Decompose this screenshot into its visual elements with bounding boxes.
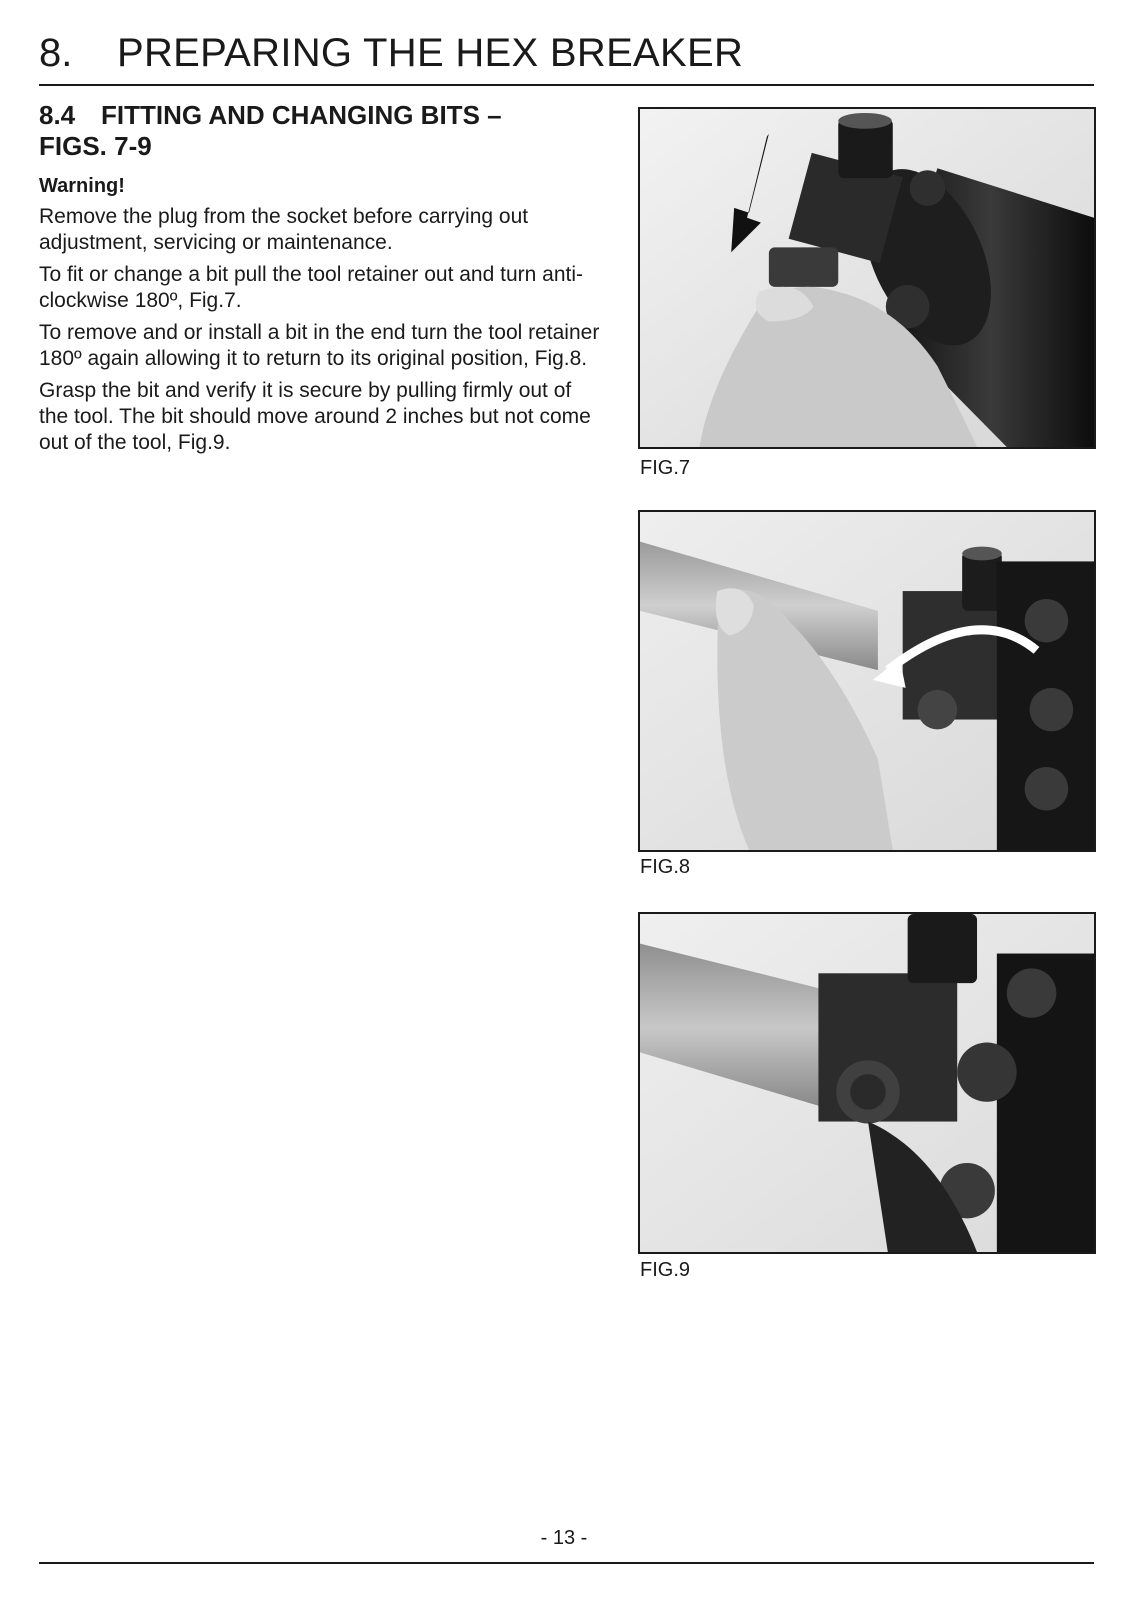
warning-label: Warning! [39, 175, 125, 197]
instructions-column [39, 100, 604, 456]
figure-8-photo [638, 510, 1096, 852]
figure-9-caption: FIG.9 [640, 1259, 691, 1281]
paragraph-safety: Remove the plug from the socket before carrying out adjustment, servicing or maintenance. [39, 205, 529, 254]
figure-7-caption: FIG.7 [640, 457, 691, 479]
figure-9-photo [638, 912, 1096, 1254]
chapter-title: PREPARING THE HEX BREAKER [117, 31, 744, 75]
section-number: 8.4 [39, 100, 76, 130]
chapter-number: 8. [39, 31, 73, 75]
section-title [39, 100, 604, 162]
paragraph-pull-retainer: To fit or change a bit pull the tool retainer out and turn anti-clockwise 180º, Fig.7. [39, 263, 584, 312]
figure-7-photo [638, 107, 1096, 449]
figure-8-caption: FIG.8 [640, 856, 691, 878]
page-number: - 13 - [540, 1527, 588, 1549]
paragraph-install-bit: To remove and or install a bit in the end turn the tool retainer 180º again allowing it to return to its original position, Fig.8. [39, 321, 600, 370]
page-header [39, 30, 1094, 86]
bit-secured-photo-icon [640, 914, 1094, 1252]
paragraph-verify-bit: Grasp the bit and verify it is secure by pulling firmly out of the tool. The bit should move around 2 inches but not come out of the tool, Fig.9. [39, 379, 591, 454]
section-title-line1: FITTING AND CHANGING BITS – [101, 100, 502, 130]
bit-insert-photo-icon [640, 512, 1094, 850]
section-title-line2: FIGS. 7-9 [39, 131, 152, 161]
footer-divider [39, 1562, 1094, 1564]
tool-retainer-photo-icon [640, 109, 1094, 447]
